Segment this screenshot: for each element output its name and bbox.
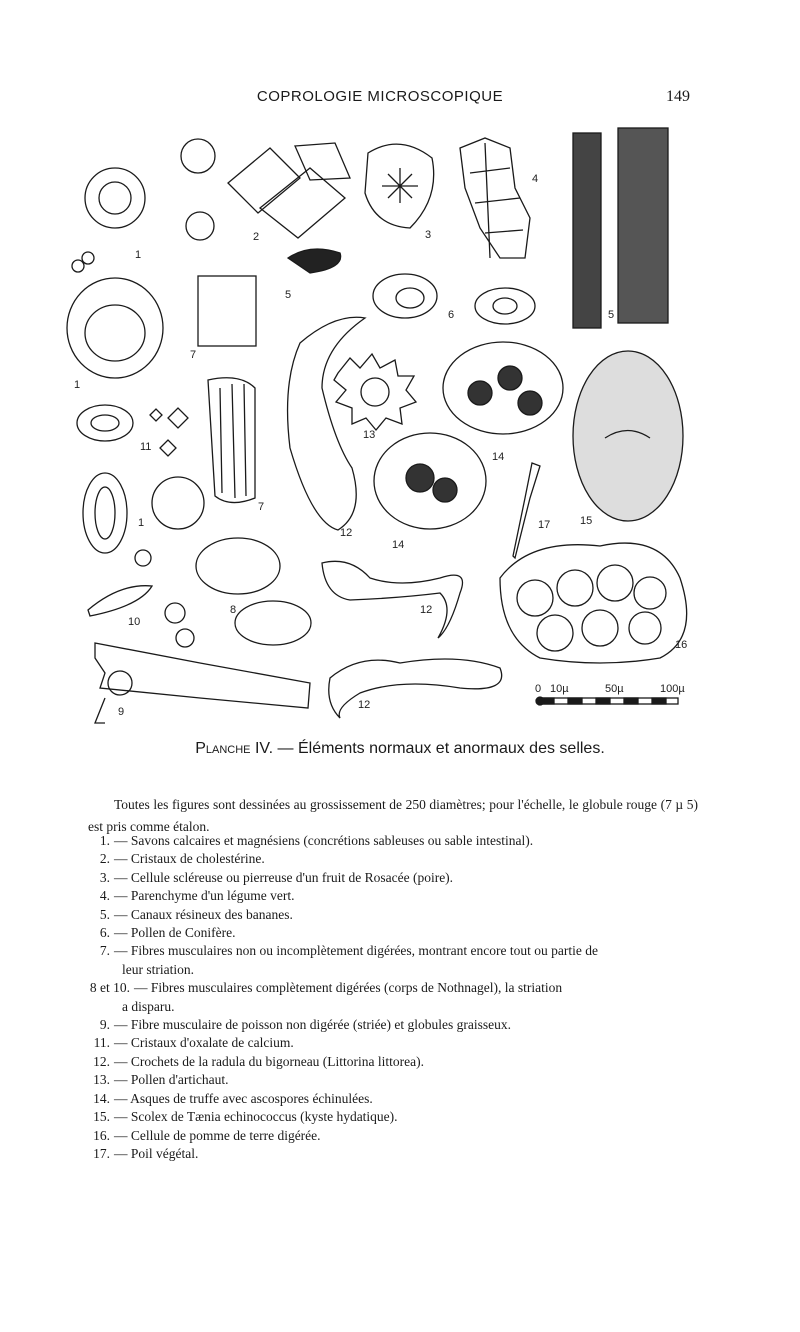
legend-number: 14. (93, 1090, 110, 1106)
legend-item (70, 979, 700, 997)
scale-label-10: 10µ (550, 683, 569, 695)
plate-title: — Éléments normaux et anormaux des selles. (277, 740, 605, 757)
legend-item (70, 924, 700, 942)
legend-text: — Scolex de Tænia echinococcus (kyste hydatique). (114, 1109, 398, 1125)
legend-item (70, 1053, 700, 1071)
legend-number: 5. (99, 906, 110, 922)
legend-item (70, 1108, 700, 1126)
label-1-a: 1 (135, 249, 142, 261)
legend-item (70, 1016, 700, 1034)
legend-text: — Fibres musculaires non ou incomplètement digérées, montrant encore tout ou partie de (114, 943, 598, 959)
legend-number: 1. (99, 833, 110, 848)
legend-number: 8 et 10. (89, 980, 130, 996)
label-8: 8 (230, 604, 237, 616)
fig-16-potato-cell (500, 543, 687, 663)
label-3: 3 (425, 229, 432, 241)
label-12-b: 12 (420, 604, 433, 616)
legend-number: 4. (99, 888, 110, 904)
label-7-a: 7 (190, 349, 197, 361)
fig-14-truffle-asci (374, 342, 563, 529)
legend-text: — Savons calcaires et magnésiens (concrétions sableuses ou sable intestinal). (114, 833, 534, 848)
legend-item (70, 1071, 700, 1089)
figure-legend (70, 832, 700, 1163)
label-12-a: 12 (340, 527, 353, 539)
label-2: 2 (253, 231, 260, 243)
label-6: 6 (448, 309, 455, 321)
legend-number: 13. (93, 1072, 110, 1088)
legend-number: 11. (93, 1035, 110, 1051)
legend-text: — Parenchyme d'un légume vert. (114, 888, 295, 904)
legend-item (70, 887, 700, 905)
legend-text: — Fibre musculaire de poisson non digérée (striée) et globules graisseux. (114, 1017, 512, 1033)
fig-3-sclereid (365, 144, 434, 228)
label-1-b: 1 (74, 379, 81, 391)
legend-text: — Cristaux d'oxalate de calcium. (114, 1035, 294, 1051)
legend-text: — Asques de truffe avec ascospores échinulées. (114, 1090, 373, 1106)
legend-text: — Pollen de Conifère. (114, 925, 236, 941)
page-header (0, 88, 800, 110)
legend-item (70, 832, 700, 850)
legend-continuation: a disparu. (122, 998, 175, 1014)
label-4: 4 (532, 173, 539, 185)
legend-item (70, 869, 700, 887)
fig-10-nothnagel-body (88, 586, 194, 647)
plate-illustration (60, 118, 700, 730)
legend-text: — Fibres musculaires complètement digérées (corps de Nothnagel), la striation (134, 980, 563, 996)
legend-number: 7. (99, 943, 110, 959)
label-14-a: 14 (492, 451, 505, 463)
label-5-b: 5 (285, 289, 292, 301)
legend-item (70, 942, 700, 960)
fig-11-oxalate-crystals (150, 408, 188, 456)
legend-item (70, 906, 700, 924)
fig-17-plant-hair (513, 463, 540, 558)
legend-item (70, 1034, 700, 1052)
running-title: COPROLOGIE MICROSCOPIQUE (256, 88, 504, 105)
label-13: 13 (363, 429, 376, 441)
legend-number: 6. (99, 925, 110, 941)
label-12-c: 12 (358, 699, 371, 711)
label-14-b: 14 (392, 539, 405, 551)
legend-text: — Poil végétal. (114, 1145, 199, 1161)
scale-label-100: 100µ (660, 683, 685, 695)
legend-text: — Cellule de pomme de terre digérée. (114, 1127, 321, 1143)
legend-number: 12. (93, 1053, 110, 1069)
legend-number: 3. (99, 869, 110, 885)
label-11: 11 (140, 441, 152, 453)
plate-number: IV. (254, 740, 274, 757)
intro-paragraph: Toutes les figures sont dessinées au grossissement de 250 diamètres; pour l'échelle, le globule rouge (7 µ 5) est pris comme étalon. (88, 796, 698, 834)
scale-bar (536, 697, 678, 705)
legend-number: 17. (93, 1145, 110, 1161)
legend-continuation: leur striation. (122, 961, 194, 977)
label-16: 16 (675, 639, 688, 651)
label-10: 10 (128, 616, 141, 628)
fig-13-artichoke-pollen (334, 354, 416, 430)
fig-9-fish-fibre (95, 643, 310, 723)
legend-item (70, 1090, 700, 1108)
label-9: 9 (118, 706, 125, 718)
legend-item (70, 850, 700, 868)
legend-text: — Canaux résineux des bananes. (114, 906, 293, 922)
legend-number: 9. (99, 1017, 110, 1033)
label-5-a: 5 (608, 309, 615, 321)
fig-4-parenchyma (460, 138, 530, 258)
plate-caption (0, 740, 800, 758)
legend-text: — Cristaux de cholestérine. (114, 851, 265, 867)
scale-label-50: 50µ (605, 683, 624, 695)
legend-number: 15. (93, 1109, 110, 1125)
legend-item (70, 1145, 700, 1163)
fig-15-scolex (573, 351, 683, 521)
label-17: 17 (538, 519, 551, 531)
fig-8-nothnagel-bodies (196, 538, 311, 645)
label-7-b: 7 (258, 501, 265, 513)
legend-text: — Cellule scléreuse ou pierreuse d'un fruit de Rosacée (poire). (114, 869, 454, 885)
plate-drawing (60, 118, 700, 730)
legend-item (70, 1127, 700, 1145)
legend-text: — Pollen d'artichaut. (114, 1072, 229, 1088)
fig-2-cholesterin-crystals (228, 143, 350, 238)
legend-number: 16. (93, 1127, 110, 1143)
legend-number: 2. (99, 851, 110, 867)
scale-label-0: 0 (535, 683, 542, 695)
label-1-c: 1 (138, 517, 145, 529)
plate-word: Planche (195, 740, 251, 757)
label-15: 15 (580, 515, 593, 527)
page-number: 149 (666, 88, 690, 105)
legend-text: — Crochets de la radula du bigorneau (Littorina littorea). (114, 1053, 425, 1069)
fig-7-muscle-fibres (198, 276, 256, 503)
